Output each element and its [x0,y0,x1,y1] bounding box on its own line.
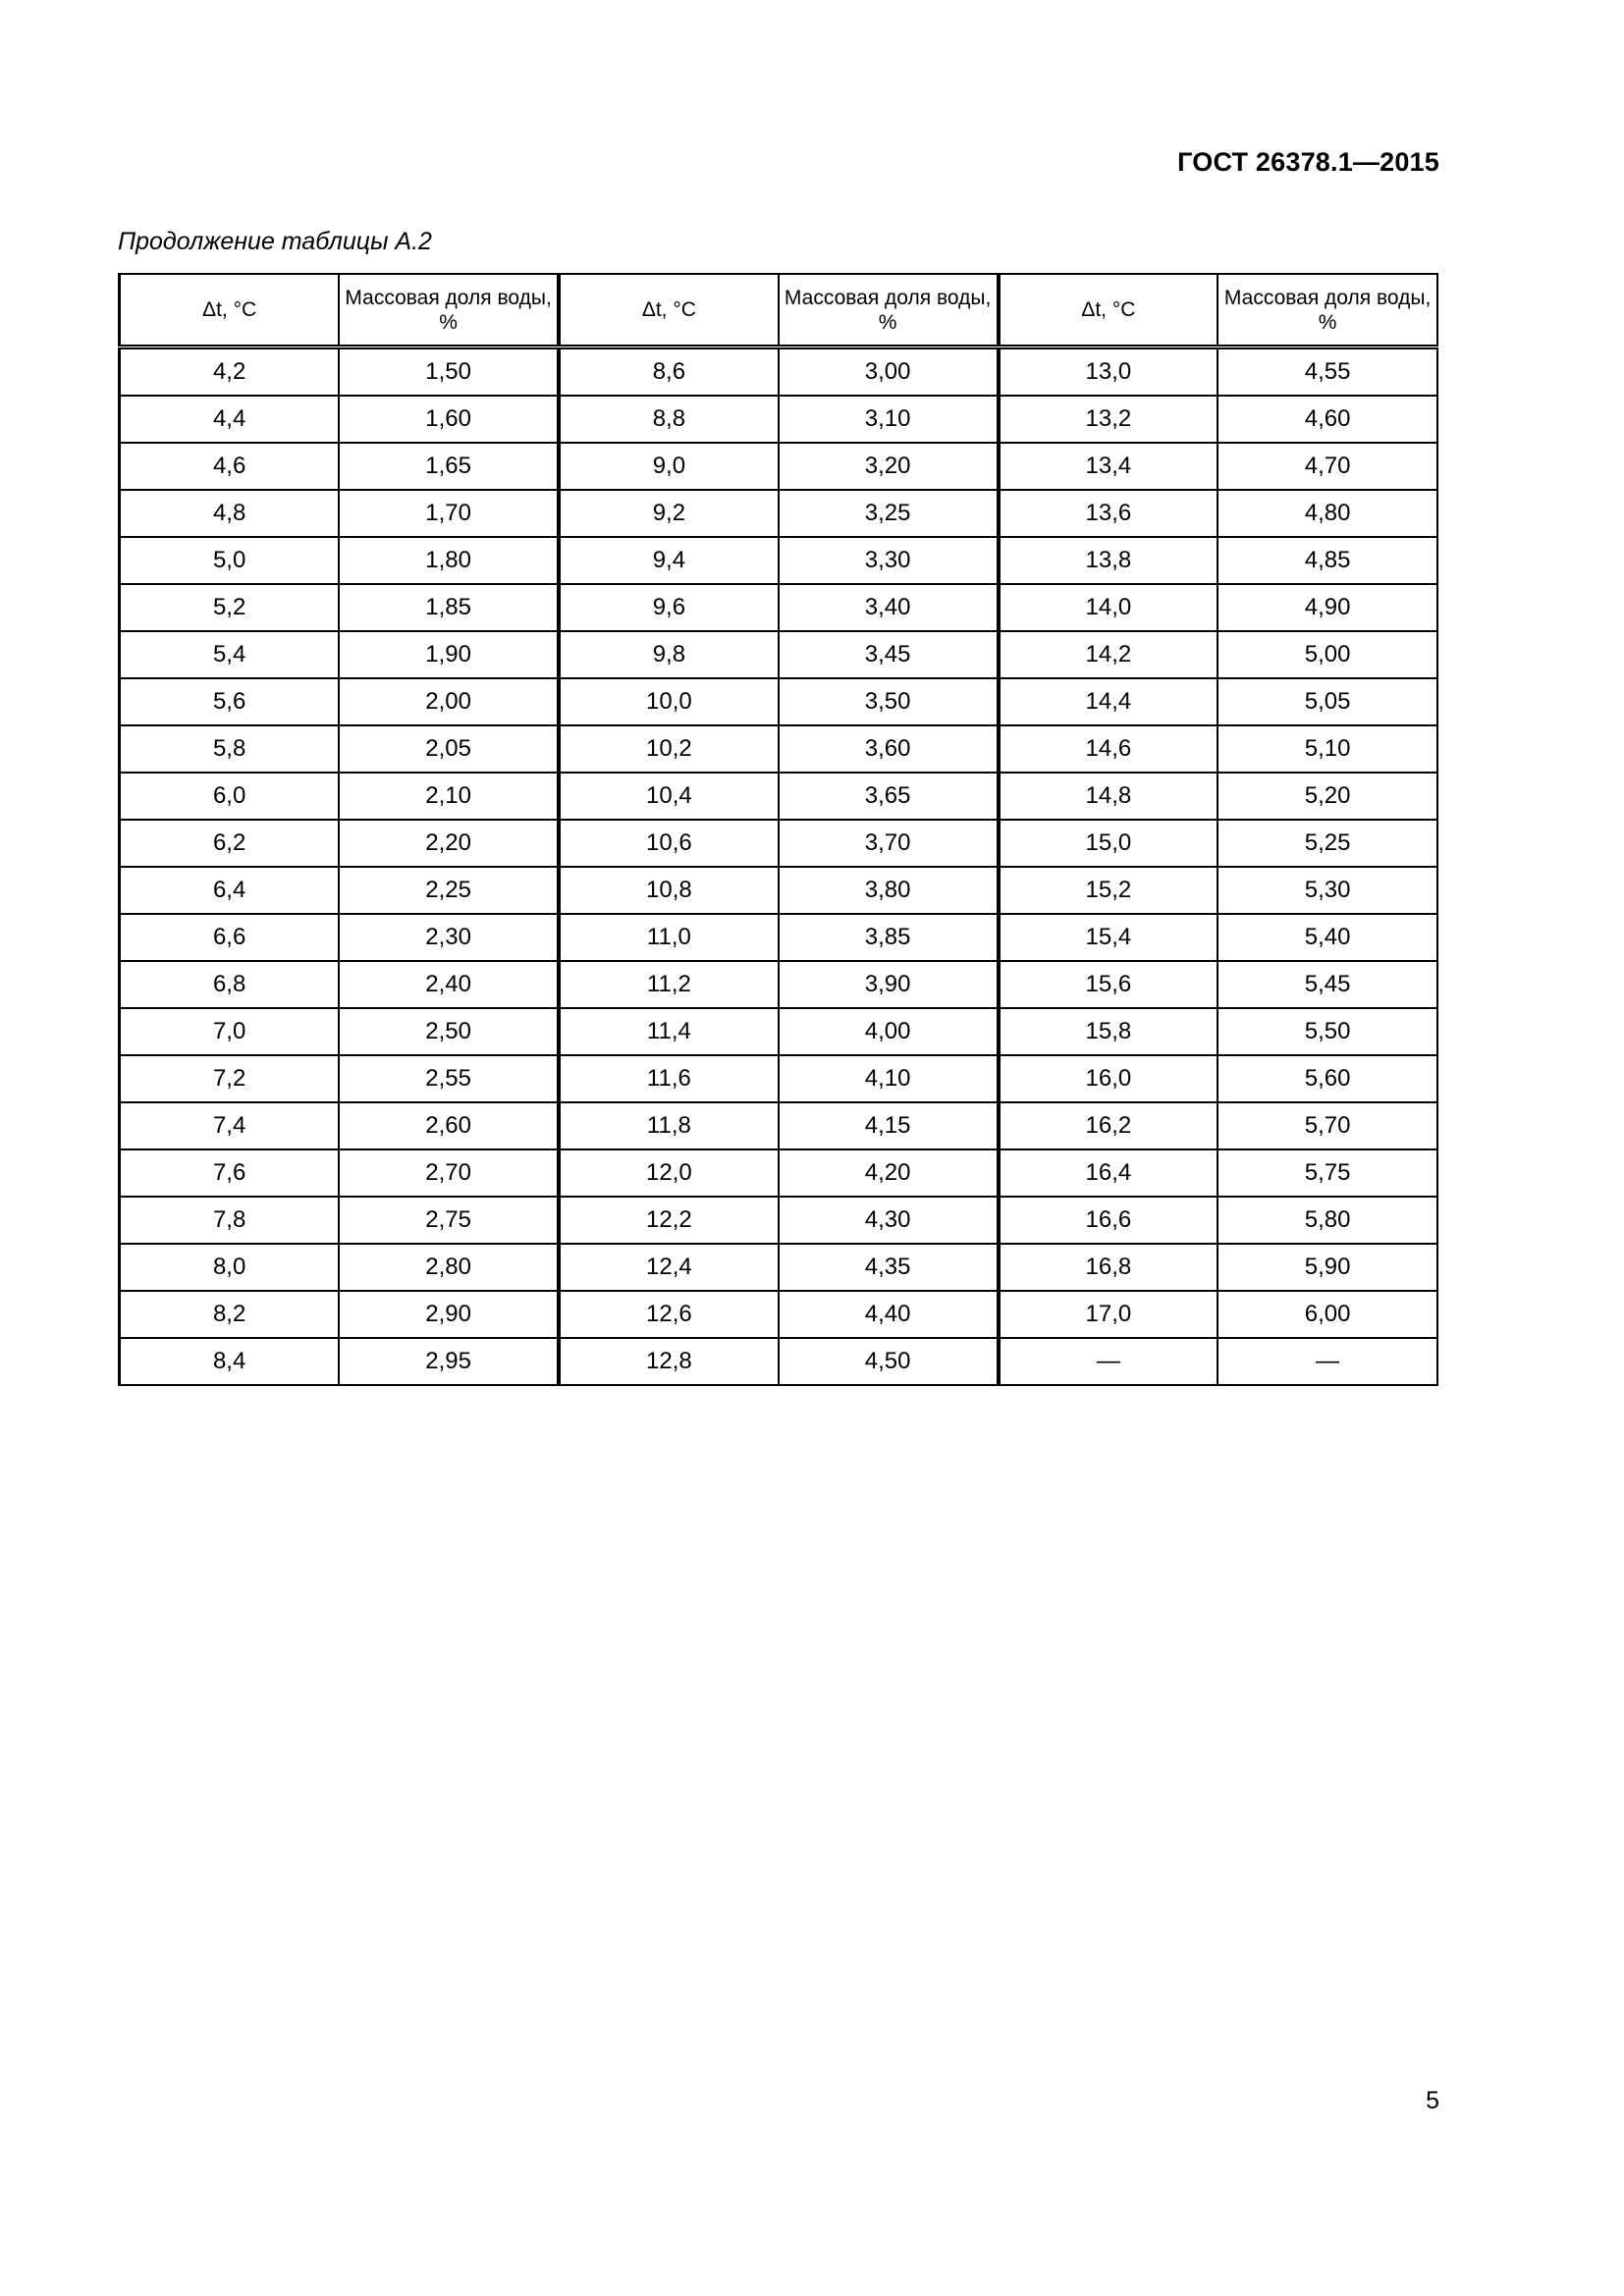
cell-delta-t: 12,0 [559,1149,779,1197]
cell-water-fraction: 1,60 [339,396,559,443]
cell-water-fraction: 4,55 [1218,347,1437,397]
cell-delta-t: 9,8 [559,631,779,678]
table-row [120,1291,1438,1338]
cell-water-fraction: 2,20 [339,820,559,867]
cell-delta-t: 16,8 [999,1244,1218,1291]
header-water-fraction: Массовая доля воды, % [779,274,999,347]
cell-delta-t: 7,4 [120,1102,340,1149]
header-row [120,274,1438,347]
table-body [120,347,1438,1386]
document-number: ГОСТ 26378.1—2015 [1177,147,1439,177]
cell-water-fraction: 5,90 [1218,1244,1437,1291]
cell-delta-t: 14,8 [999,773,1218,820]
cell-delta-t: 10,4 [559,773,779,820]
cell-delta-t: 9,4 [559,537,779,584]
cell-water-fraction: 4,80 [1218,490,1437,537]
cell-delta-t: 4,6 [120,443,340,490]
table-caption: Продолжение таблицы А.2 [118,228,432,255]
cell-delta-t: 15,6 [999,961,1218,1008]
cell-water-fraction: 4,90 [1218,584,1437,631]
cell-water-fraction: 3,85 [779,914,999,961]
cell-water-fraction: 3,10 [779,396,999,443]
cell-delta-t: 4,2 [120,347,340,397]
cell-water-fraction: 5,70 [1218,1102,1437,1149]
table-row [120,584,1438,631]
cell-delta-t: 4,4 [120,396,340,443]
cell-delta-t: 5,2 [120,584,340,631]
cell-water-fraction: 4,00 [779,1008,999,1055]
cell-water-fraction: 5,60 [1218,1055,1437,1102]
cell-delta-t: — [999,1338,1218,1385]
cell-water-fraction: 3,50 [779,678,999,725]
table-row [120,914,1438,961]
cell-water-fraction: 3,25 [779,490,999,537]
cell-water-fraction: — [1218,1338,1437,1385]
cell-water-fraction: 2,55 [339,1055,559,1102]
cell-water-fraction: 2,70 [339,1149,559,1197]
cell-water-fraction: 5,40 [1218,914,1437,961]
cell-water-fraction: 4,15 [779,1102,999,1149]
cell-water-fraction: 5,75 [1218,1149,1437,1197]
cell-delta-t: 5,6 [120,678,340,725]
cell-water-fraction: 5,05 [1218,678,1437,725]
cell-delta-t: 15,2 [999,867,1218,914]
cell-delta-t: 15,4 [999,914,1218,961]
cell-water-fraction: 5,50 [1218,1008,1437,1055]
table-row [120,443,1438,490]
table-row [120,396,1438,443]
cell-delta-t: 8,6 [559,347,779,397]
cell-delta-t: 10,8 [559,867,779,914]
table-row [120,1244,1438,1291]
table-row [120,773,1438,820]
cell-water-fraction: 5,10 [1218,725,1437,773]
cell-water-fraction: 3,70 [779,820,999,867]
cell-water-fraction: 2,40 [339,961,559,1008]
cell-water-fraction: 4,10 [779,1055,999,1102]
cell-delta-t: 8,2 [120,1291,340,1338]
cell-delta-t: 6,0 [120,773,340,820]
cell-water-fraction: 5,00 [1218,631,1437,678]
cell-water-fraction: 3,80 [779,867,999,914]
cell-delta-t: 5,0 [120,537,340,584]
cell-delta-t: 13,4 [999,443,1218,490]
table-header [120,274,1438,347]
table-row [120,1197,1438,1244]
cell-water-fraction: 4,20 [779,1149,999,1197]
cell-water-fraction: 5,25 [1218,820,1437,867]
cell-delta-t: 10,2 [559,725,779,773]
cell-water-fraction: 2,95 [339,1338,559,1385]
cell-water-fraction: 3,65 [779,773,999,820]
cell-delta-t: 9,0 [559,443,779,490]
table-row [120,1008,1438,1055]
cell-water-fraction: 1,70 [339,490,559,537]
cell-delta-t: 13,0 [999,347,1218,397]
table-row [120,1338,1438,1385]
cell-water-fraction: 4,30 [779,1197,999,1244]
cell-delta-t: 12,8 [559,1338,779,1385]
table-row [120,347,1438,397]
table-row [120,1149,1438,1197]
cell-water-fraction: 1,50 [339,347,559,397]
cell-delta-t: 4,8 [120,490,340,537]
cell-delta-t: 16,6 [999,1197,1218,1244]
cell-water-fraction: 3,45 [779,631,999,678]
cell-delta-t: 14,2 [999,631,1218,678]
cell-delta-t: 8,4 [120,1338,340,1385]
cell-water-fraction: 1,80 [339,537,559,584]
table-row [120,1102,1438,1149]
cell-delta-t: 13,8 [999,537,1218,584]
cell-water-fraction: 3,00 [779,347,999,397]
cell-delta-t: 7,6 [120,1149,340,1197]
cell-water-fraction: 2,75 [339,1197,559,1244]
page-number: 5 [1426,2087,1439,2114]
cell-delta-t: 10,6 [559,820,779,867]
cell-delta-t: 11,2 [559,961,779,1008]
cell-water-fraction: 1,65 [339,443,559,490]
data-table [118,273,1438,1386]
cell-delta-t: 6,2 [120,820,340,867]
cell-water-fraction: 3,90 [779,961,999,1008]
cell-delta-t: 8,8 [559,396,779,443]
cell-delta-t: 11,4 [559,1008,779,1055]
cell-water-fraction: 2,30 [339,914,559,961]
cell-delta-t: 6,8 [120,961,340,1008]
table-row [120,725,1438,773]
cell-delta-t: 16,2 [999,1102,1218,1149]
cell-delta-t: 16,0 [999,1055,1218,1102]
cell-water-fraction: 5,20 [1218,773,1437,820]
cell-delta-t: 13,2 [999,396,1218,443]
table-row [120,867,1438,914]
cell-delta-t: 7,2 [120,1055,340,1102]
cell-water-fraction: 2,50 [339,1008,559,1055]
cell-delta-t: 9,2 [559,490,779,537]
cell-delta-t: 5,8 [120,725,340,773]
cell-water-fraction: 4,50 [779,1338,999,1385]
cell-water-fraction: 4,40 [779,1291,999,1338]
header-delta-t: Δt, °C [120,274,340,347]
table-row [120,961,1438,1008]
cell-delta-t: 10,0 [559,678,779,725]
cell-delta-t: 11,6 [559,1055,779,1102]
table-row [120,820,1438,867]
cell-delta-t: 12,6 [559,1291,779,1338]
cell-delta-t: 14,6 [999,725,1218,773]
cell-delta-t: 15,8 [999,1008,1218,1055]
cell-water-fraction: 5,45 [1218,961,1437,1008]
cell-delta-t: 16,4 [999,1149,1218,1197]
cell-water-fraction: 2,10 [339,773,559,820]
table-row [120,631,1438,678]
cell-delta-t: 12,4 [559,1244,779,1291]
cell-water-fraction: 2,05 [339,725,559,773]
cell-water-fraction: 2,25 [339,867,559,914]
header-delta-t: Δt, °C [999,274,1218,347]
table-row [120,537,1438,584]
cell-delta-t: 15,0 [999,820,1218,867]
cell-delta-t: 7,0 [120,1008,340,1055]
table-row [120,490,1438,537]
cell-water-fraction: 6,00 [1218,1291,1437,1338]
cell-delta-t: 13,6 [999,490,1218,537]
cell-delta-t: 6,4 [120,867,340,914]
cell-water-fraction: 2,90 [339,1291,559,1338]
cell-delta-t: 14,0 [999,584,1218,631]
cell-water-fraction: 2,00 [339,678,559,725]
cell-water-fraction: 3,30 [779,537,999,584]
cell-water-fraction: 3,40 [779,584,999,631]
cell-delta-t: 8,0 [120,1244,340,1291]
cell-delta-t: 14,4 [999,678,1218,725]
cell-delta-t: 5,4 [120,631,340,678]
cell-delta-t: 7,8 [120,1197,340,1244]
header-water-fraction: Массовая доля воды, % [339,274,559,347]
cell-water-fraction: 2,60 [339,1102,559,1149]
cell-water-fraction: 5,30 [1218,867,1437,914]
cell-water-fraction: 3,20 [779,443,999,490]
cell-water-fraction: 5,80 [1218,1197,1437,1244]
cell-water-fraction: 1,85 [339,584,559,631]
cell-delta-t: 9,6 [559,584,779,631]
cell-delta-t: 12,2 [559,1197,779,1244]
cell-water-fraction: 4,70 [1218,443,1437,490]
cell-delta-t: 6,6 [120,914,340,961]
cell-water-fraction: 4,35 [779,1244,999,1291]
header-delta-t: Δt, °C [559,274,779,347]
table-row [120,1055,1438,1102]
cell-water-fraction: 3,60 [779,725,999,773]
cell-delta-t: 17,0 [999,1291,1218,1338]
header-water-fraction: Массовая доля воды, % [1218,274,1437,347]
cell-water-fraction: 1,90 [339,631,559,678]
cell-water-fraction: 4,85 [1218,537,1437,584]
cell-delta-t: 11,0 [559,914,779,961]
table-row [120,678,1438,725]
cell-water-fraction: 2,80 [339,1244,559,1291]
cell-delta-t: 11,8 [559,1102,779,1149]
cell-water-fraction: 4,60 [1218,396,1437,443]
